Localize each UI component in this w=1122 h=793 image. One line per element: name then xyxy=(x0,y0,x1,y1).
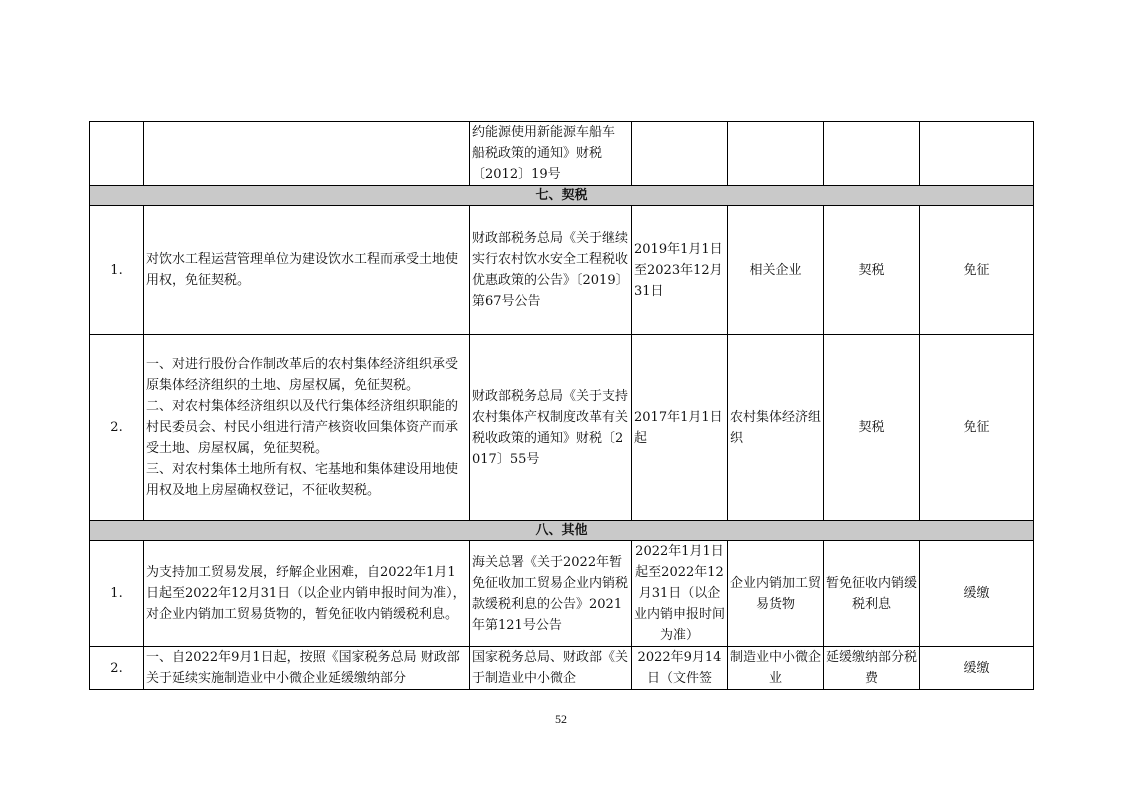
index-cell xyxy=(90,122,144,186)
basis-line: 约能源使用新能源车船车 xyxy=(472,125,616,140)
table-row xyxy=(90,541,1034,647)
basis-cell xyxy=(470,122,632,186)
row-index: 1. xyxy=(90,206,144,335)
policy-content xyxy=(144,335,470,521)
table-row xyxy=(90,122,1034,186)
section-title: 七、契税 xyxy=(90,186,1034,206)
policy-target: 农村集体经济组织 xyxy=(728,335,824,521)
policy-method: 缓缴 xyxy=(920,541,1034,647)
row-index: 2. xyxy=(90,647,144,690)
content-paragraph: 二、对农村集体经济组织以及代行集体经济组织职能的村民委员会、村民小组进行清产核资收回集体资产而承受土地、房屋权属，免征契税。 xyxy=(146,399,459,456)
method-cell xyxy=(920,122,1034,186)
policy-period: 2019年1月1日至2023年12月31日 xyxy=(632,206,728,335)
page-number: 52 xyxy=(555,712,567,726)
section-title: 八、其他 xyxy=(90,521,1034,541)
target-cell xyxy=(728,122,824,186)
policy-target: 相关企业 xyxy=(728,206,824,335)
table-row xyxy=(90,335,1034,521)
tax-type: 契税 xyxy=(824,335,920,521)
basis-line: 船税政策的通知》财税 xyxy=(472,146,603,161)
policy-basis: 海关总署《关于2022年暂免征收加工贸易企业内销税款缓税利息的公告》2021年第121号公告 xyxy=(470,541,632,647)
tax-type: 延缓缴纳部分税费 xyxy=(824,647,920,690)
table-row xyxy=(90,206,1034,335)
policy-content: 一、自2022年9月1日起，按照《国家税务总局 财政部关于延续实施制造业中小微企业延缓缴纳部分 xyxy=(144,647,470,690)
policy-period: 2017年1月1日起 xyxy=(632,335,728,521)
row-index: 1. xyxy=(90,541,144,647)
tax-type: 暂免征收内销缓税利息 xyxy=(824,541,920,647)
policy-content: 对饮水工程运营管理单位为建设饮水工程而承受土地使用权，免征契税。 xyxy=(144,206,470,335)
basis-line: 〔2012〕19号 xyxy=(472,167,561,182)
period-cell xyxy=(632,122,728,186)
tax-type-cell xyxy=(824,122,920,186)
policy-table xyxy=(89,121,1034,690)
content-paragraph: 一、对进行股份合作制改革后的农村集体经济组织承受原集体经济组织的土地、房屋权属，免征契税。 xyxy=(146,357,459,393)
policy-method: 缓缴 xyxy=(920,647,1034,690)
policy-method: 免征 xyxy=(920,335,1034,521)
policy-period: 2022年1月1日起至2022年12月31日（以企业内销申报时间为准） xyxy=(632,541,728,647)
policy-content: 为支持加工贸易发展，纾解企业困难，自2022年1月1日起至2022年12月31日（以企业内销申报时间为准），对企业内销加工贸易货物的，暂免征收内销缓税利息。 xyxy=(144,541,470,647)
policy-method: 免征 xyxy=(920,206,1034,335)
content-paragraph: 三、对农村集体土地所有权、宅基地和集体建设用地使用权及地上房屋确权登记，不征收契税。 xyxy=(146,462,459,498)
policy-target: 制造业中小微企业 xyxy=(728,647,824,690)
table-row xyxy=(90,647,1034,690)
tax-type: 契税 xyxy=(824,206,920,335)
policy-basis: 国家税务总局、财政部《关于制造业中小微企 xyxy=(470,647,632,690)
policy-period: 2022年9月14日（文件签 xyxy=(632,647,728,690)
policy-basis: 财政部税务总局《关于支持农村集体产权制度改革有关税收政策的通知》财税〔2017〕55号 xyxy=(470,335,632,521)
policy-basis: 财政部税务总局《关于继续实行农村饮水安全工程税收优惠政策的公告》〔2019〕第67号公告 xyxy=(470,206,632,335)
section-header xyxy=(90,521,1034,541)
row-index: 2. xyxy=(90,335,144,521)
policy-target: 企业内销加工贸易货物 xyxy=(728,541,824,647)
content-cell xyxy=(144,122,470,186)
section-header xyxy=(90,186,1034,206)
